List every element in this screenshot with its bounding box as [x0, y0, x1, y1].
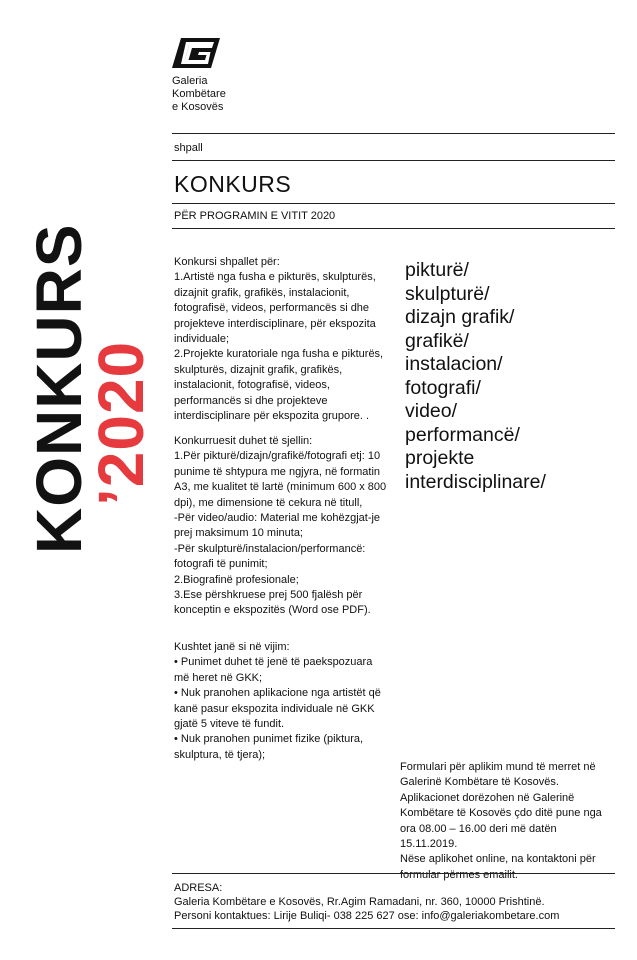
discipline-item: interdisciplinare/ — [405, 470, 546, 493]
divider — [172, 160, 615, 161]
header-tag: shpall — [174, 142, 203, 154]
brand-name-line-1: Galeria — [172, 75, 208, 87]
discipline-item: performancë/ — [405, 423, 520, 446]
discipline-item: video/ — [405, 400, 458, 422]
discipline-item: skulpturë/ — [405, 282, 490, 305]
vertical-title-year: ’2020 — [85, 340, 157, 506]
divider — [172, 203, 615, 204]
vertical-title — [23, 223, 157, 554]
page-subtitle: PËR PROGRAMIN E VITIT 2020 — [174, 210, 336, 222]
brand-name-line-2: Kombëtare — [172, 88, 226, 100]
page-title: KONKURS — [174, 171, 292, 197]
contact-line: Personi kontaktues: Lirije Buliqi- 038 225 627 ose: info@galeriakombetare.com — [174, 910, 560, 922]
discipline-item: pikturë/ — [405, 259, 469, 281]
conditions-text: Kushtet janë si në vijim: • Punimet duhet të jenë të paekspozuara më heret në GKK; • Nuk pranohen aplikacione nga artistët që kanë pasur ekspozita individuale në GKK gjatë 5 viteve të fundit. • Nuk pranohen punimet fizike (piktura, skulptura, të tjera); — [174, 641, 381, 761]
vertical-title-main: KONKURS — [23, 223, 95, 554]
discipline-item: instalacion/ — [405, 353, 503, 375]
discipline-item: dizajn grafik/ — [405, 306, 515, 328]
disciplines-list — [405, 259, 546, 494]
brand-name-line-3: e Kosovës — [172, 101, 224, 113]
galeria-logo-icon — [172, 38, 220, 68]
address-line: Galeria Kombëtare e Kosovës, Rr.Agim Ramadani, nr. 360, 10000 Prishtinë. — [174, 896, 545, 908]
requirements-text: Konkurruesit duhet të sjellin: 1.Për pikturë/dizajn/grafikë/fotografi etj: 10 punime të shtypura me ngjyra, në formatin A3, me kualitet të lartë (minimum 600 x 800 dpi), me dimensione të cekura në titull, -Për video/audio: Material me kohëzgjat-je prej maksimum 10 minuta; -Për skulpturë/instalacion/performancë: fotografi të punimit; 2.Biografinë profesionale; 3.Ese përshkruese prej 500 fjalësh për konceptin e ekspozitës (Word ose PDF). — [174, 435, 387, 617]
announcement-text: Konkursi shpallet për: 1.Artistë nga fusha e pikturës, skulpturës, dizajnit grafik, grafikës, instalacionit, fotografisë, videos, performancës si dhe projekteve interdisciplinare, për ekspozita individuale; 2.Projekte kuratoriale nga fusha e pikturës, skulpturës, dizajnit grafik, grafikës, instalacionit, fotografisë, videos, performancës si dhe projekteve interdisciplinare për ekspozita grupore. . — [174, 256, 384, 423]
divider — [172, 928, 615, 929]
divider — [172, 873, 615, 874]
discipline-item: fotografi/ — [405, 376, 481, 399]
galeria-logo — [172, 38, 220, 68]
address-label: ADRESA: — [174, 882, 223, 894]
application-form-note: Formulari për aplikim mund të merret në Galerinë Kombëtare të Kosovës. Aplikacionet dorëzohen në Galerinë Kombëtare të Kosovës çdo ditë pune nga ora 08.00 – 16.00 deri më datën 15.11.2019. Nëse aplikohet online, na kontaktoni për formular përmes emailit. — [400, 761, 602, 881]
brand-name — [172, 75, 226, 114]
divider — [172, 133, 615, 134]
divider — [172, 228, 615, 229]
discipline-item: grafikë/ — [405, 329, 469, 352]
discipline-item: projekte — [405, 447, 475, 469]
